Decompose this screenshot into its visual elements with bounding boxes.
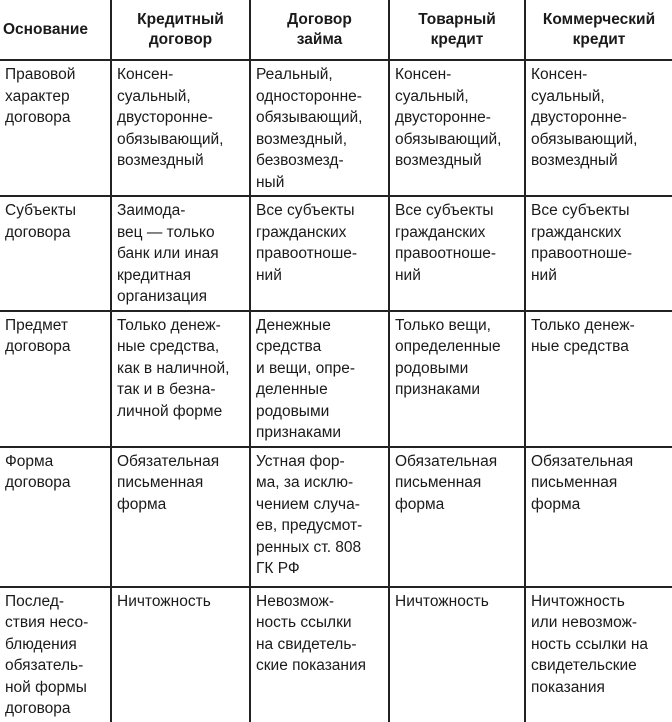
header-row	[0, 0, 672, 60]
header-loan-agreement: Договор займа	[250, 0, 389, 60]
cell-loan-agreement: Устная фор- ма, за исклю- чением случа- ев, предусмот- ренных ст. 808 ГК РФ	[250, 447, 389, 587]
header-credit-agreement: Кредитный договор	[111, 0, 250, 60]
cell-credit-agreement: Только денеж- ные средства, как в наличной, так и в безна- личной форме	[111, 311, 250, 447]
header-commercial-credit: Коммерческий кредит	[525, 0, 672, 60]
header-basis: Основание	[0, 0, 111, 60]
cell-commercial-credit: Ничтожность или невозмож- ность ссылки на свидетельские показания	[525, 587, 672, 722]
cell-commodity-credit: Только вещи, определенные родовыми признаками	[389, 311, 525, 447]
cell-basis: Предмет договора	[0, 311, 111, 447]
table-row-subject-matter	[0, 311, 672, 447]
cell-loan-agreement: Денежные средства и вещи, опре- деленные родовыми признаками	[250, 311, 389, 447]
cell-loan-agreement: Все субъекты гражданских правоотноше- ний	[250, 196, 389, 311]
cell-basis: Правовой характер договора	[0, 60, 111, 196]
table-row-legal-nature	[0, 60, 672, 196]
cell-commercial-credit: Все субъекты гражданских правоотноше- ний	[525, 196, 672, 311]
cell-basis: Послед- ствия несо- блюдения обязатель- ной формы договора	[0, 587, 111, 722]
header-commodity-credit: Товарный кредит	[389, 0, 525, 60]
cell-credit-agreement: Заимода- вец — только банк или иная кредитная организация	[111, 196, 250, 311]
cell-commodity-credit: Обязательная письменная форма	[389, 447, 525, 587]
table-row-form	[0, 447, 672, 587]
cell-commercial-credit: Консен- суальный, двусторонне- обязывающий, возмездный	[525, 60, 672, 196]
cell-credit-agreement: Ничтожность	[111, 587, 250, 722]
table-row-consequences	[0, 587, 672, 722]
cell-commercial-credit: Обязательная письменная форма	[525, 447, 672, 587]
cell-commodity-credit: Консен- суальный, двусторонне- обязывающий, возмездный	[389, 60, 525, 196]
cell-credit-agreement: Обязательная письменная форма	[111, 447, 250, 587]
cell-commodity-credit: Ничтожность	[389, 587, 525, 722]
cell-commodity-credit: Все субъекты гражданских правоотноше- ний	[389, 196, 525, 311]
cell-loan-agreement: Реальный, односторонне- обязывающий, возмездный, безвозмезд- ный	[250, 60, 389, 196]
cell-basis: Субъекты договора	[0, 196, 111, 311]
cell-credit-agreement: Консен- суальный, двусторонне- обязывающий, возмездный	[111, 60, 250, 196]
cell-loan-agreement: Невозмож- ность ссылки на свидетель- ские показания	[250, 587, 389, 722]
cell-commercial-credit: Только денеж- ные средства	[525, 311, 672, 447]
table-row-subjects	[0, 196, 672, 311]
cell-basis: Форма договора	[0, 447, 111, 587]
